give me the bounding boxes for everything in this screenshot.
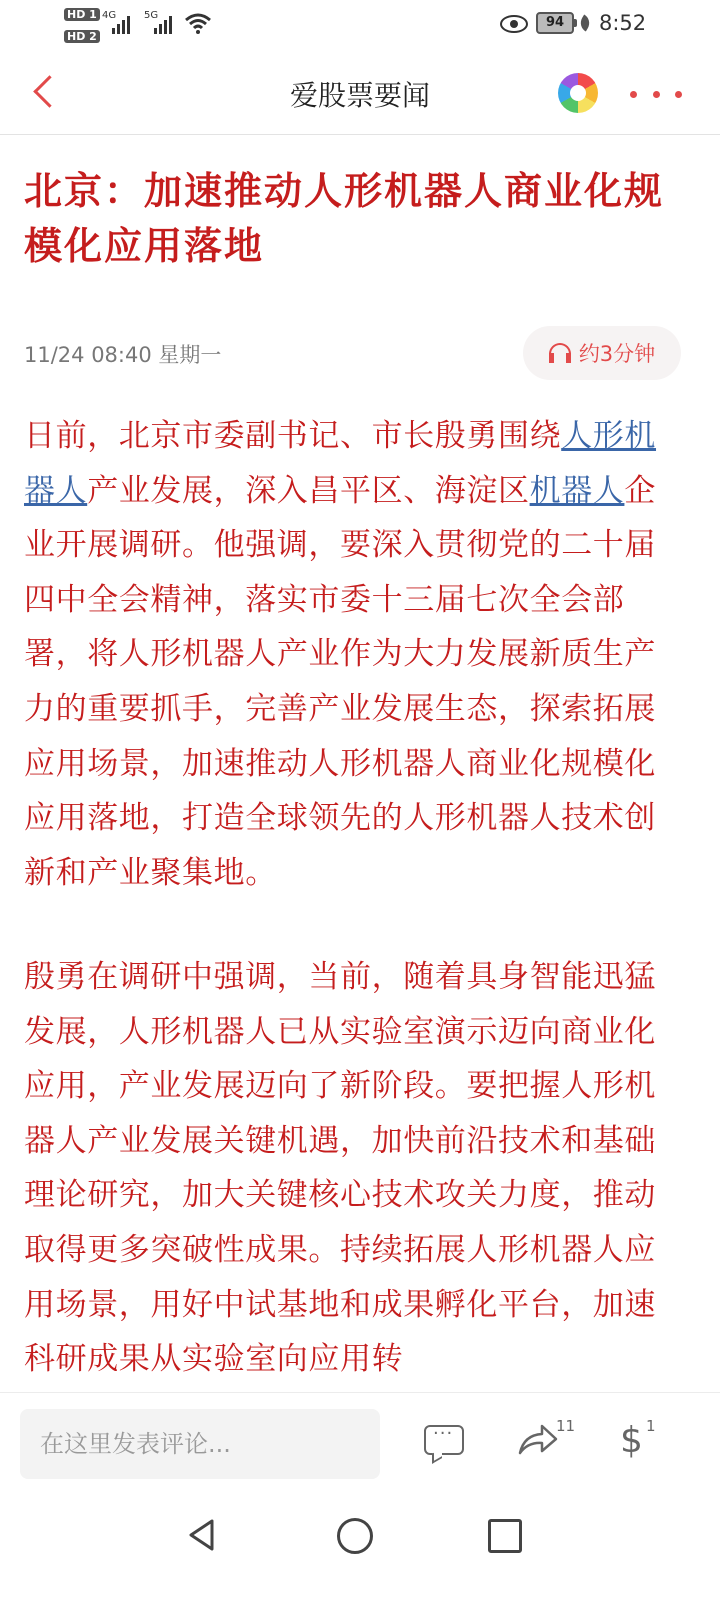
nav-home-icon[interactable] bbox=[337, 1518, 373, 1554]
paragraph-text: 企业开展调研。他强调，要深入贯彻党的二十届四中全会精神，落实市委十三届七次全会部署，将人形机器人产业作为大力发展新质生产力的重要抓手，完善产业发展生态，探索拓展应用场景，加速推动人形机器人商业化规模化应用落地，打造全球领先的人形机器人技术创新和产业聚集地。 bbox=[24, 472, 657, 891]
comment-input[interactable] bbox=[20, 1409, 380, 1479]
battery-icon: 94 bbox=[536, 12, 574, 34]
system-navigation-bar bbox=[0, 1498, 720, 1600]
status-bar bbox=[0, 0, 720, 50]
nav-recent-apps-icon[interactable] bbox=[488, 1519, 522, 1553]
headphone-icon bbox=[549, 343, 571, 363]
signal-strength-icon bbox=[112, 12, 130, 34]
paragraph-text: 产业发展，深入昌平区、海淀区 bbox=[87, 472, 530, 509]
app-logo-icon[interactable] bbox=[558, 73, 598, 113]
more-options-button[interactable] bbox=[630, 82, 682, 106]
eye-comfort-icon bbox=[500, 15, 528, 33]
bottom-action-bar bbox=[0, 1392, 720, 1499]
network-4g-label: 4G bbox=[102, 10, 117, 21]
comment-icon[interactable] bbox=[424, 1425, 464, 1455]
keyword-link-robot[interactable]: 机器人 bbox=[529, 472, 625, 509]
paragraph-text: 日前，北京市委副书记、市长殷勇围绕 bbox=[24, 418, 562, 454]
article-paragraph-1 bbox=[24, 409, 686, 900]
reward-count: 1 bbox=[646, 1417, 656, 1435]
hd2-indicator: HD 2 bbox=[64, 30, 100, 43]
hd1-indicator: HD 1 bbox=[64, 8, 100, 21]
signal-strength-icon-2 bbox=[154, 12, 172, 34]
publish-date: 11/24 08:40 星期一 bbox=[24, 343, 222, 367]
listen-button[interactable] bbox=[523, 326, 681, 380]
dot-icon bbox=[653, 91, 660, 98]
read-time-label: 约3分钟 bbox=[578, 342, 656, 366]
article-paragraph-2: 殷勇在调研中强调，当前，随着具身智能迅猛发展，人形机器人已从实验室演示迈向商业化应用，产业发展迈向了新阶段。要把握人形机器人产业发展关键机遇，加快前沿技术和基础理论研究，加大关键核心技术攻关力度，推动取得更多突破性成果。持续拓展人形机器人应用场景，用好中试基地和成果孵化平台，加速科研成果从实验室向应用转 bbox=[24, 959, 656, 1378]
wifi-icon bbox=[184, 12, 212, 34]
reward-button[interactable]: $ bbox=[620, 1420, 643, 1461]
power-saving-icon bbox=[577, 14, 593, 31]
keyword-link-humanoid-robot[interactable]: 人形机器人 bbox=[24, 418, 657, 509]
nav-back-icon[interactable] bbox=[186, 1518, 218, 1552]
share-arrow-icon bbox=[516, 1419, 560, 1459]
page-title: 爱股票要闻 bbox=[289, 79, 430, 112]
share-count: 11 bbox=[556, 1417, 576, 1435]
dot-icon bbox=[630, 91, 637, 98]
network-5g-label: 5G bbox=[144, 10, 159, 21]
dot-icon bbox=[675, 91, 682, 98]
article-title: 北京：加速推动人形机器人商业化规模化应用落地 bbox=[24, 169, 665, 268]
clock: 8:52 bbox=[599, 11, 647, 35]
top-app-bar bbox=[0, 56, 720, 135]
